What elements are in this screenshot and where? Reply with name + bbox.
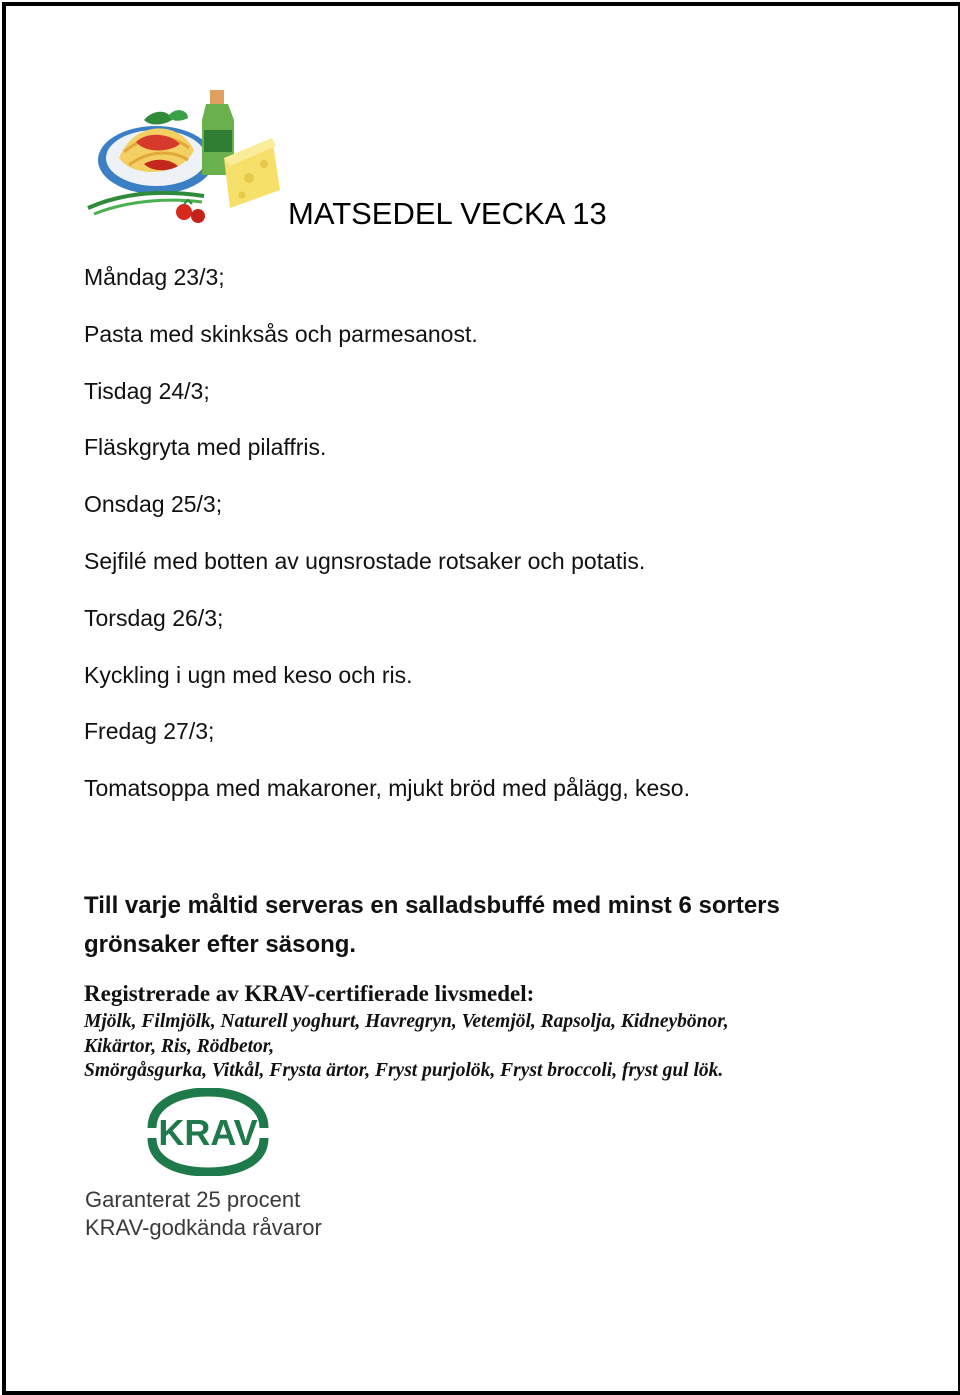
menu-dish-friday: Tomatsoppa med makaroner, mjukt bröd med pålägg, keso. (84, 775, 690, 802)
food-plate-illustration (84, 80, 284, 230)
menu-dish-wednesday: Sejfilé med botten av ugnsrostade rotsaker och potatis. (84, 547, 646, 574)
menu-day-tuesday: Tisdag 24/3; (84, 377, 210, 404)
krav-caption-line: Garanterat 25 procent (85, 1187, 301, 1212)
krav-list-line: Kikärtor, Ris, Rödbetor, (84, 1035, 275, 1057)
krav-logo (138, 1088, 278, 1176)
menu-day-monday: Måndag 23/3; (84, 264, 225, 290)
krav-list-line: Smörgåsgurka, Vitkål, Frysta ärtor, Fryst purjolök, Fryst broccoli, fryst gul lök. (84, 1060, 724, 1081)
menu-day-friday: Fredag 27/3; (84, 718, 215, 745)
menu-dish-thursday: Kyckling i ugn med keso och ris. (84, 661, 413, 688)
krav-caption-line: KRAV-godkända råvaror (85, 1215, 322, 1240)
salad-buffet-note: Till varje måltid serveras en salladsbuffé med minst 6 sorters grönsaker efter säsong. (84, 892, 780, 958)
menu-day-wednesday: Onsdag 25/3; (84, 491, 223, 518)
menu-dish-tuesday: Fläskgryta med pilaffris. (84, 434, 327, 461)
krav-list-line: Mjölk, Filmjölk, Naturell yoghurt, Havregryn, Vetemjöl, Rapsolja, Kidneybönor, (84, 1011, 729, 1032)
weekly-menu (84, 262, 904, 830)
page-title: MATSEDEL VECKA 13 (288, 196, 607, 231)
menu-dish-monday: Pasta med skinksås och parmesanost. (84, 320, 478, 347)
krav-logo-text: KRAV (158, 1112, 258, 1153)
krav-ingredient-list (84, 1010, 904, 1084)
menu-day-thursday: Torsdag 26/3; (84, 604, 224, 631)
krav-guarantee-caption (85, 1186, 322, 1242)
krav-heading: Registrerade av KRAV-certifierade livsmedel: (84, 981, 535, 1006)
